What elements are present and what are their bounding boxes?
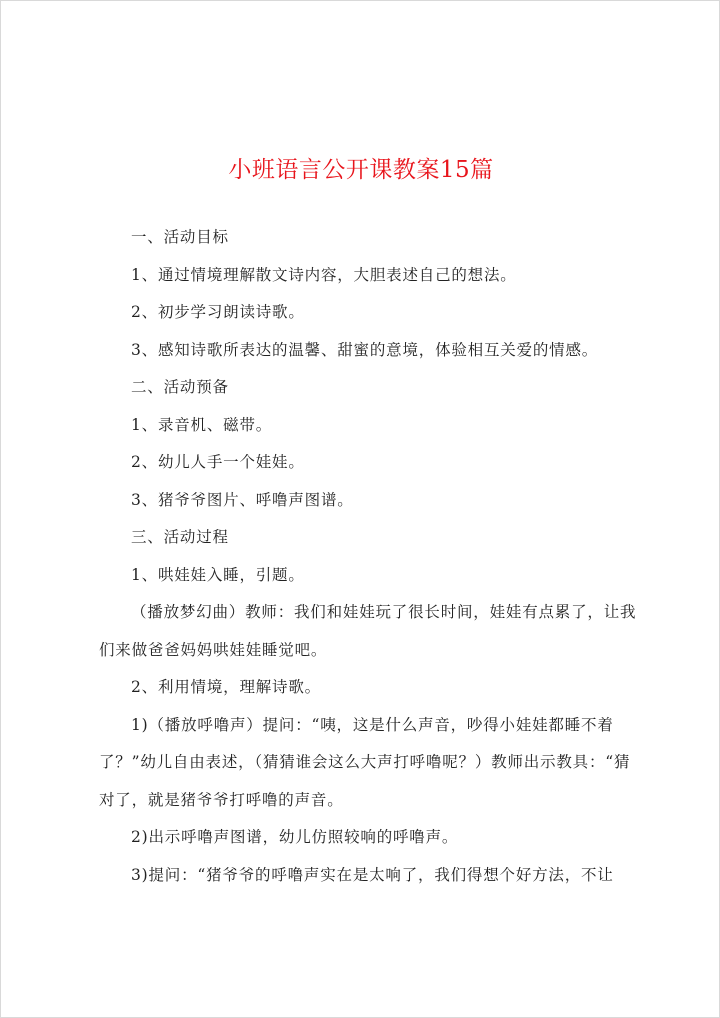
paragraph: 3、猪爷爷图片、呼噜声图谱。: [131, 490, 354, 509]
paragraph: 3)提问：“猪爷爷的呼噜声实在是太响了，我们得想个好方法，不让: [131, 865, 614, 884]
paragraph: （播放梦幻曲）教师：我们和娃娃玩了很长时间，娃娃有点累了，让我们来做爸爸妈妈哄娃娃睡觉吧。: [99, 603, 637, 659]
paragraph: 2、初步学习朗读诗歌。: [131, 303, 305, 321]
paragraph: 1)（播放呼噜声）提问：“咦，这是什么声音，吵得小娃娃都睡不着了？”幼儿自由表述，（猜猜谁会这么大声打呼噜呢？）教师出示教具：“猜对了，就是猪爷爷打呼噜的声音。: [99, 715, 631, 809]
document-title: 小班语言公开课教案15篇: [228, 157, 494, 183]
paragraph: 1、哄娃娃入睡，引题。: [131, 565, 305, 584]
paragraph-heading: 三、活动过程: [131, 528, 229, 546]
document-body: [99, 219, 639, 894]
paragraph-heading: 一、活动目标: [131, 228, 229, 246]
paragraph: 2)出示呼噜声图谱，幼儿仿照较响的呼噜声。: [131, 828, 459, 846]
paragraph-heading: 二、活动预备: [131, 378, 229, 396]
paragraph: 1、通过情境理解散文诗内容，大胆表述自己的想法。: [131, 265, 517, 284]
paragraph: 2、幼儿人手一个娃娃。: [131, 453, 305, 471]
paragraph: 3、感知诗歌所表达的温馨、甜蜜的意境，体验相互关爱的情感。: [131, 340, 599, 359]
paragraph: 2、利用情境，理解诗歌。: [131, 678, 321, 696]
paragraph: 1、录音机、磁带。: [131, 415, 273, 434]
